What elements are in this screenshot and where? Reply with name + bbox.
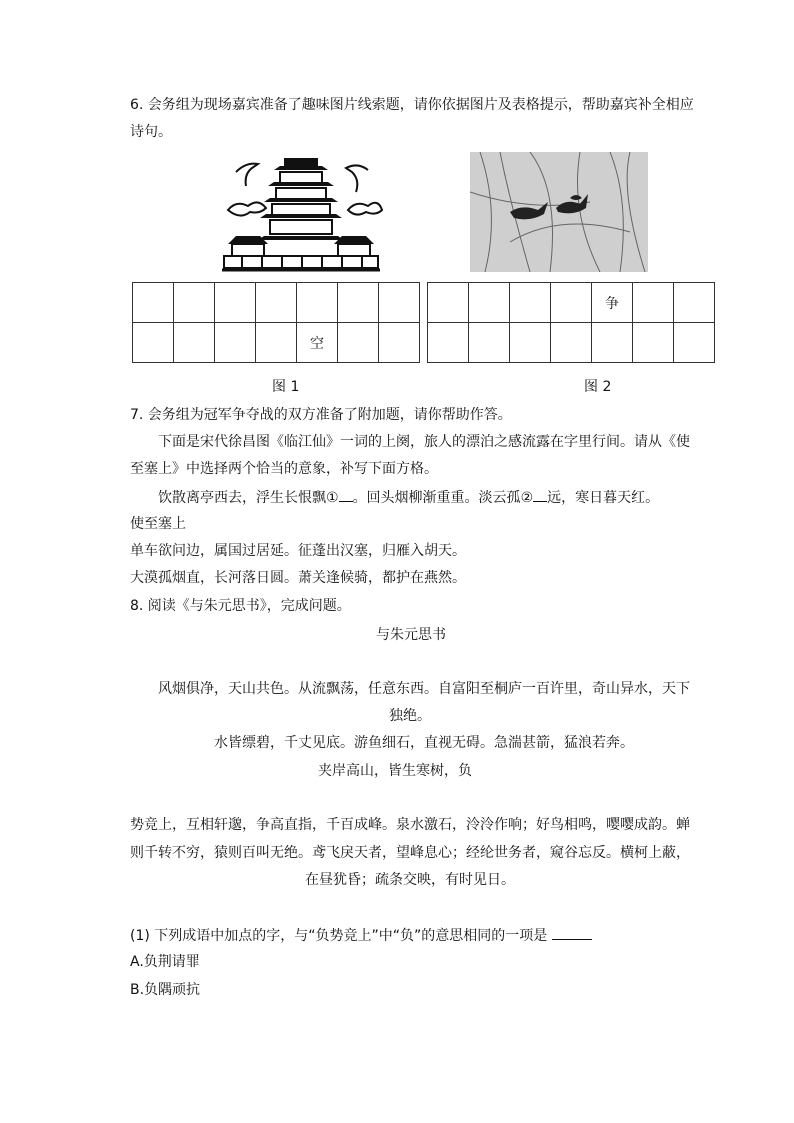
passage-p4-line3: 在昼犹昏；疏条交映，有时见日。 [305,872,515,888]
q6-prompt-line2: 诗句。 [130,124,172,140]
grid2-cell[interactable] [633,323,674,363]
grid2-cell[interactable] [674,323,715,363]
q8-sub1-prompt: (1) 下列成语中加点的字，与“负势竞上”中“负”的意思相同的一项是 [130,928,548,944]
grid1-cell[interactable] [256,323,297,363]
passage-p4-line2: 则千转不穷，猿则百叫无绝。鸢飞戾天者，望峰息心；经纶世务者，窥谷忘反。横柯上蔽， [130,845,690,861]
q8-prompt-line1: 8. 阅读《与朱元思书》，完成问题。 [130,598,351,614]
grid1-cell[interactable] [215,323,256,363]
grid2-cell-hint: 争 [592,283,633,323]
grid1-cell[interactable] [133,283,174,323]
answer-grid-1 [132,282,420,363]
grid2-cell[interactable] [551,323,592,363]
poem-line-2: 大漠孤烟直，长河落日圆。萧关逢候骑，都护在燕然。 [130,570,466,586]
grid2-cell[interactable] [428,283,469,323]
ci-blank-2-marker: ② [520,490,534,506]
poem-title: 使至塞上 [130,516,186,532]
grid1-cell[interactable] [297,283,338,323]
grid2-cell[interactable] [633,283,674,323]
ci-text-e: 远，寒日暮天红。 [547,490,660,506]
q8-sub1-answer-blank[interactable] [552,925,592,940]
grid2-cell[interactable] [551,283,592,323]
q7-prompt-line3: 至塞上》中选择两个恰当的意象，补写下面方格。 [130,461,438,477]
answer-grid-2 [427,282,715,363]
grid1-cell[interactable] [338,283,379,323]
ci-text-c: 。回头烟柳渐重重。淡云孤 [352,490,521,506]
passage-p4-line1: 势竞上，互相轩邈，争高直指，千百成峰。泉水激石，泠泠作响；好鸟相鸣，嘤嘤成韵。蝉 [130,817,690,833]
passage-p1-line2: 独绝。 [389,708,431,724]
q8-sub1-line [130,925,592,946]
q7-ci-line [158,487,659,508]
grid1-cell[interactable] [133,323,174,363]
grid1-cell[interactable] [256,283,297,323]
option-a[interactable]: A.负荆请罪 [130,954,200,970]
figure-caption-2: 图 2 [584,379,612,395]
grid1-cell[interactable] [174,283,215,323]
ci-text-a: 饮散离亭西去，浮生长恨飘 [158,490,326,506]
q7-prompt-line2: 下面是宋代徐昌图《临江仙》一词的上阕，旅人的漂泊之感流露在字里行间。请从《使 [158,434,690,450]
grid2-cell[interactable] [674,283,715,323]
grid1-cell-hint: 空 [297,323,338,363]
passage-p2: 水皆缥碧，千丈见底。游鱼细石，直视无碍。急湍甚箭，猛浪若奔。 [214,735,634,751]
q6-prompt-line1: 6. 会务组为现场嘉宾准备了趣味图片线索题，请你依据图片及表格提示，帮助嘉宾补全相应 [130,97,694,113]
figure-caption-1: 图 1 [272,379,300,395]
grid2-cell[interactable] [428,323,469,363]
grid2-cell[interactable] [510,323,551,363]
passage-title: 与朱元思书 [376,627,446,643]
grid1-cell[interactable] [379,323,420,363]
grid1-cell[interactable] [379,283,420,323]
q7-prompt-line1: 7. 会务组为冠军争夺战的双方准备了附加题，请你帮助作答。 [130,407,512,423]
grid2-cell[interactable] [592,323,633,363]
yellow-crane-tower-image [218,152,384,274]
grid1-cell[interactable] [215,283,256,323]
swallows-willow-painting [470,152,648,272]
ci-blank-1-marker: ① [326,490,339,506]
passage-p1-line1: 风烟俱净，天山共色。从流飘荡，任意东西。自富阳至桐庐一百许里，奇山异水，天下 [158,681,690,697]
grid1-cell[interactable] [338,323,379,363]
poem-line-1: 单车欲问边，属国过居延。征蓬出汉塞，归雁入胡天。 [130,543,466,559]
grid1-cell[interactable] [174,323,215,363]
grid2-cell[interactable] [510,283,551,323]
grid2-cell[interactable] [469,323,510,363]
passage-p3: 夹岸高山，皆生寒树，负 [318,763,472,779]
ci-blank-2[interactable] [533,487,547,502]
grid2-cell[interactable] [469,283,510,323]
ci-blank-1[interactable] [339,487,353,502]
option-b[interactable]: B.负隅顽抗 [130,982,201,998]
